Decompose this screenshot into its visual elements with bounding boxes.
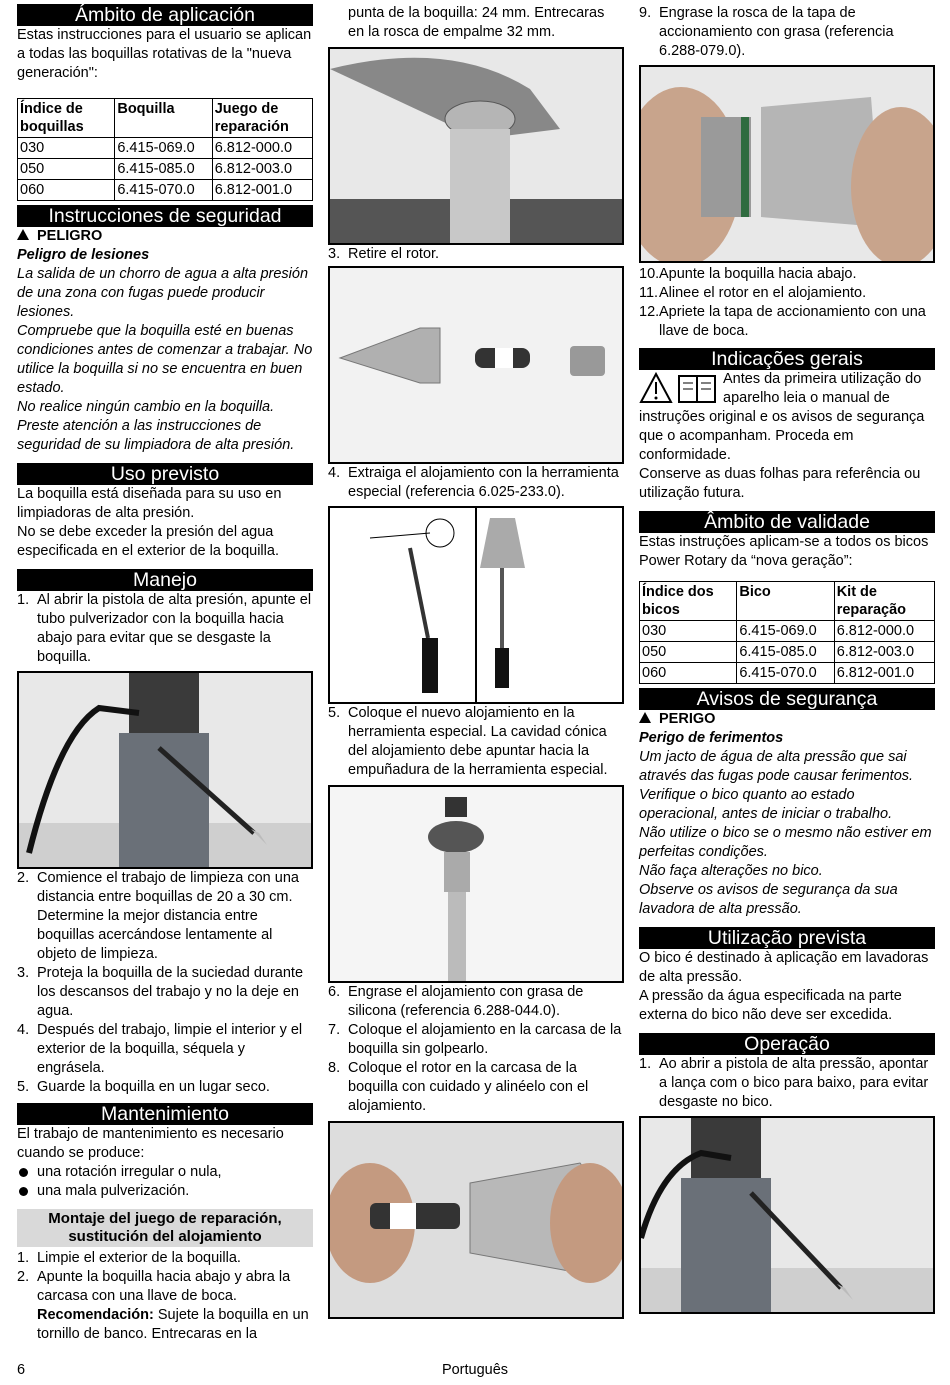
perigo-text: PERIGO	[659, 711, 716, 727]
man-spray-gun-image	[19, 673, 311, 867]
steps-6-8	[328, 983, 624, 1116]
list-item: 1. Limpie el exterior de la boquilla.	[17, 1250, 241, 1266]
cell: 6.415-070.0	[737, 663, 834, 684]
heading-uso: Uso previsto	[17, 463, 313, 485]
special-tool-image	[330, 508, 622, 702]
th-indice: Índice de boquillas	[18, 99, 115, 138]
cell: 6.812-003.0	[212, 159, 312, 180]
danger-subtitle: Peligro de lesiones	[17, 247, 150, 263]
photo-rotor-parts	[328, 266, 624, 464]
manejo-list-a	[17, 591, 313, 667]
oper-list	[639, 1055, 935, 1112]
recom-label: Recomendación:	[37, 1307, 154, 1323]
danger-text: PELIGRO	[37, 228, 103, 244]
list-item: 5. Coloque el nuevo alojamiento en la herramienta especial. La cavidad cónica del alojamiento debe apuntar hacia la empuñadura de la herramienta especial.	[328, 705, 608, 778]
table-row	[18, 159, 313, 180]
cell: 060	[640, 663, 737, 684]
table-row	[640, 663, 935, 684]
list-item: 6. Engrase el alojamiento con grasa de silicona (referencia 6.288-044.0).	[328, 984, 584, 1019]
warning-icon	[639, 712, 651, 723]
avisos-text-4: Não faça alterações no bico.	[639, 863, 823, 879]
greasing-cap-image	[641, 67, 933, 261]
subheading-montaje: Montaje del juego de reparación, sustitución del alojamiento	[17, 1209, 313, 1247]
rotor-insert-image	[330, 1123, 622, 1317]
wrench-nozzle-image	[330, 49, 622, 243]
seg-text-2: Compruebe que la boquilla esté en buenas condiciones antes de comenzar a trabajar. No utilice la boquilla si no se encuentra en buen estado.	[17, 323, 313, 396]
th-juego: Juego de reparación	[212, 99, 312, 138]
man-spray-gun-image-pt	[641, 1118, 933, 1312]
nozzle-table-pt	[639, 581, 935, 684]
read-manual-icon	[639, 372, 719, 406]
list-item: 3. Proteja la boquilla de la suciedad durante los descansos del trabajo y no la deje en agua.	[17, 965, 304, 1019]
cell: 6.812-001.0	[212, 180, 312, 201]
housing-tool-image	[330, 787, 622, 981]
manejo-list-b	[17, 869, 313, 1097]
cell: 6.415-085.0	[737, 642, 834, 663]
avisos-text-1: Um jacto de água de alta pressão que sai através das fugas pode causar ferimentos.	[639, 749, 914, 784]
column-3	[639, 0, 935, 1314]
warning-icon	[17, 229, 29, 240]
step9-list	[639, 4, 935, 61]
indic-text: Antes da primeira utilização do aparelho leia o manual de instruções original e os avisos de segurança que o acompanham. Proceda em conformidade.	[639, 371, 925, 463]
list-item: 7. Coloque el alojamiento en la carcasa de la boquilla sin golpearlo.	[328, 1022, 622, 1057]
mant-text: El trabajo de mantenimiento es necesario cuando se produce:	[17, 1126, 284, 1161]
recom-text: Sujete la boquilla en un tornillo de banco. Entrecaras en la	[37, 1307, 309, 1342]
list-item: 1. Ao abrir a pistola de alta pressão, apontar a lança com o bico para baixo, para evitar desgaste no bico.	[639, 1056, 929, 1110]
danger-label	[17, 227, 313, 246]
ambito-intro: Estas instrucciones para el usuario se aplican a todas las boquillas rotativas de la "nueva generación":	[17, 27, 312, 81]
cell: 050	[18, 159, 115, 180]
util-text-2: A pressão da água especificada na parte externa do bico não deve ser excedida.	[639, 988, 902, 1023]
cell: 6.812-000.0	[834, 621, 934, 642]
photo-housing-on-tool	[328, 785, 624, 983]
table-row	[18, 180, 313, 201]
perigo-subtitle: Perigo de ferimentos	[639, 730, 784, 746]
table-row	[18, 138, 313, 159]
list-item: 2. Apunte la boquilla hacia abajo y abra la carcasa con una llave de boca. Recomendación: Sujete la boquilla en un tornillo de banco. Entrecaras en la	[17, 1269, 309, 1342]
heading-operacao: Operação	[639, 1033, 935, 1055]
seg-text-3: No realice ningún cambio en la boquilla.	[17, 399, 275, 415]
util-text-1: O bico é destinado à aplicação em lavadoras de alta pressão.	[639, 950, 929, 985]
cell: 6.812-001.0	[834, 663, 934, 684]
cell: 6.812-003.0	[834, 642, 934, 663]
th-indice-pt: Índice dos bicos	[640, 582, 737, 621]
list-item: 11. Alinee el rotor en el alojamiento.	[639, 285, 867, 301]
heading-ambito: Ámbito de aplicación	[17, 4, 313, 26]
cell: 060	[18, 180, 115, 201]
cell: 6.415-085.0	[115, 159, 212, 180]
list-item: 5. Guarde la boquilla en un lugar seco.	[17, 1079, 270, 1095]
th-kit: Kit de reparação	[834, 582, 934, 621]
photo-rotor-insert	[328, 1121, 624, 1319]
perigo-label	[639, 710, 935, 729]
heading-manejo: Manejo	[17, 569, 313, 591]
uso-text-2: No se debe exceder la presión del agua especificada en el exterior de la boquilla.	[17, 524, 279, 559]
photo-man-with-gun-pt	[639, 1116, 935, 1314]
heading-avisos: Avisos de segurança	[639, 688, 935, 710]
heading-mantenimiento: Mantenimiento	[17, 1103, 313, 1125]
heading-ambito-pt: Âmbito de validade	[639, 511, 935, 533]
th-boquilla: Boquilla	[115, 99, 212, 138]
table-row	[640, 642, 935, 663]
list-item: una rotación irregular o nula,	[17, 1163, 313, 1182]
footer-language: Português	[441, 1362, 509, 1378]
page-number: 6	[17, 1362, 26, 1378]
cell: 6.415-069.0	[737, 621, 834, 642]
step4-list	[328, 464, 624, 502]
photo-greasing-cap	[639, 65, 935, 263]
nozzle-table-es	[17, 98, 313, 201]
column-2	[328, 0, 624, 1319]
column-1	[17, 0, 313, 1344]
uso-text-1: La boquilla está diseñada para su uso en limpiadoras de alta presión.	[17, 486, 282, 521]
avisos-text-5: Observe os avisos de segurança da sua lavadora de alta pressão.	[639, 882, 898, 917]
list-item: 4. Extraiga el alojamiento con la herramienta especial (referencia 6.025-233.0).	[328, 465, 619, 500]
step3-list	[328, 245, 624, 264]
indic-text-2: Conserve as duas folhas para referência ou utilização futura.	[639, 466, 921, 501]
list-item: 10. Apunte la boquilla hacia abajo.	[639, 266, 857, 282]
cell: 6.415-069.0	[115, 138, 212, 159]
seg-text-1: La salida de un chorro de agua a alta presión de una zona con fugas puede producir lesiones.	[17, 266, 309, 320]
list-item: 3. Retire el rotor.	[328, 246, 440, 262]
list-item: 12. Apriete la tapa de accionamiento con una llave de boca.	[639, 304, 926, 339]
list-item: 9. Engrase la rosca de la tapa de accionamiento con grasa (referencia 6.288-079.0).	[639, 5, 894, 59]
seg-text-4: Preste atención a las instrucciones de seguridad de su limpiadora de alta presión.	[17, 418, 295, 453]
step5-list	[328, 704, 624, 780]
heading-indicacoes: Indicações gerais	[639, 348, 935, 370]
table-row	[640, 621, 935, 642]
avisos-text-2: Verifique o bico quanto ao estado operacional, antes de iniciar o trabalho.	[639, 787, 893, 822]
heading-utilizacao: Utilização prevista	[639, 927, 935, 949]
cell: 050	[640, 642, 737, 663]
list-item: 8. Coloque el rotor en la carcasa de la boquilla con cuidado y alinéelo con el alojamiento.	[328, 1060, 589, 1114]
rotor-parts-image	[330, 268, 622, 462]
cell: 030	[640, 621, 737, 642]
photo-man-with-gun	[17, 671, 313, 869]
indic-block	[639, 370, 935, 503]
heading-seguridad: Instrucciones de seguridad	[17, 205, 313, 227]
list-item: 2. Comience el trabajo de limpieza con una distancia entre boquillas de 20 a 30 cm. Determine la mejor distancia entre boquillas acercándose lentamente al objeto de limpieza.	[17, 870, 299, 962]
cell: 6.812-000.0	[212, 138, 312, 159]
photo-wrench	[328, 47, 624, 245]
list-item: 1. Al abrir la pistola de alta presión, apunte el tubo pulverizador con la boquilla hacia abajo para evitar que se desgaste la boquilla.	[17, 592, 312, 665]
cont-text: punta de la boquilla: 24 mm. Entrecaras en la rosca de empalme 32 mm.	[348, 5, 605, 40]
cell: 6.415-070.0	[115, 180, 212, 201]
montaje-list	[17, 1249, 313, 1344]
list-item: una mala pulverización.	[17, 1182, 313, 1201]
steps-10-12	[639, 265, 935, 341]
ambito-pt-intro: Estas instruções aplicam-se a todos os bicos Power Rotary da “nova geração”:	[639, 534, 929, 569]
mant-list	[17, 1163, 313, 1201]
cell: 030	[18, 138, 115, 159]
th-bico: Bico	[737, 582, 834, 621]
avisos-text-3: Não utilize o bico se o mesmo não estiver em perfeitas condições.	[639, 825, 932, 860]
list-item: 4. Después del trabajo, limpie el interior y el exterior de la boquilla, séquela y engrásela.	[17, 1022, 303, 1076]
photo-special-tool	[328, 506, 624, 704]
